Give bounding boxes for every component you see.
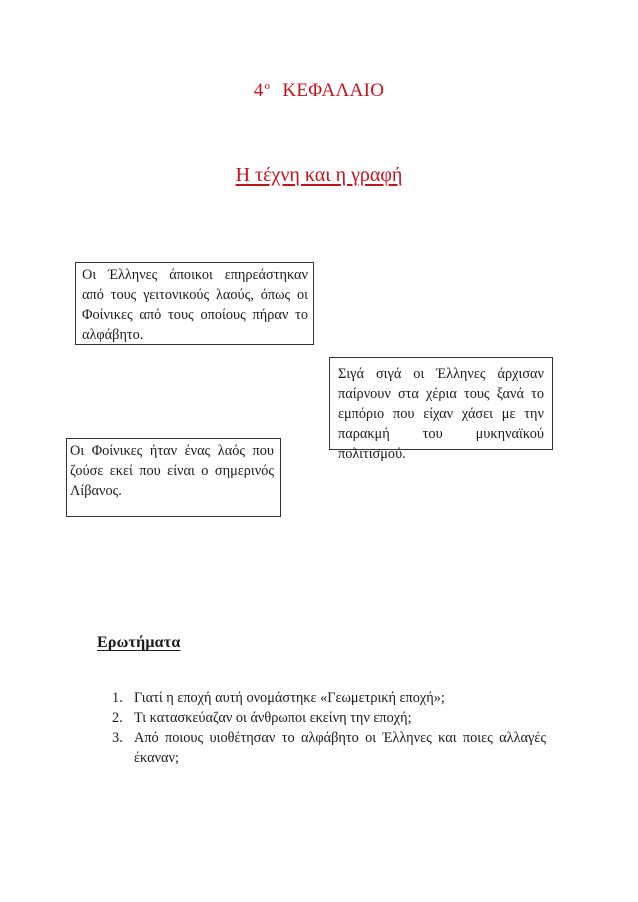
chapter-number-superscript: ο (264, 80, 271, 92)
question-text: Γιατί η εποχή αυτή ονομάστηκε «Γεωμετρική εποχή»; (134, 690, 445, 706)
questions-heading: Ερωτήματα (97, 634, 181, 651)
chapter-heading (0, 80, 638, 102)
question-text: Από ποιους υιοθέτησαν το αλφάβητο οι Έλληνες και ποιες αλλαγές έκαναν; (134, 730, 546, 766)
question-text: Τι κατασκεύαζαν οι άνθρωποι εκείνη την εποχή; (134, 710, 412, 726)
info-box-trade: Σιγά σιγά οι Έλληνες άρχισαν παίρνουν στα χέρια τους ξανά το εμπόριο που είχαν χάσει με την παρακμή του μυκηναϊκού πολιτισμού. (329, 357, 553, 450)
info-box-colonists: Οι Έλληνες άποικοι επηρεάστηκαν από τους γειτονικούς λαούς, όπως οι Φοίνικες από τους οποίους πήραν το αλφάβητο. (75, 262, 314, 345)
question-number: 3. (112, 730, 123, 746)
question-item (112, 728, 546, 768)
question-number: 2. (112, 710, 123, 726)
info-box-phoenicians: Οι Φοίνικες ήταν ένας λαός που ζούσε εκεί που είναι ο σημερινός Λίβανος. (66, 438, 281, 517)
question-item (112, 688, 546, 708)
question-item (112, 708, 546, 728)
chapter-number: 4 (253, 80, 264, 101)
page-title: Η τέχνη και η γραφή (235, 164, 403, 186)
questions-list (112, 688, 546, 768)
chapter-label: ΚΕΦΑΛΑΙΟ (282, 80, 385, 101)
question-number: 1. (112, 690, 123, 706)
